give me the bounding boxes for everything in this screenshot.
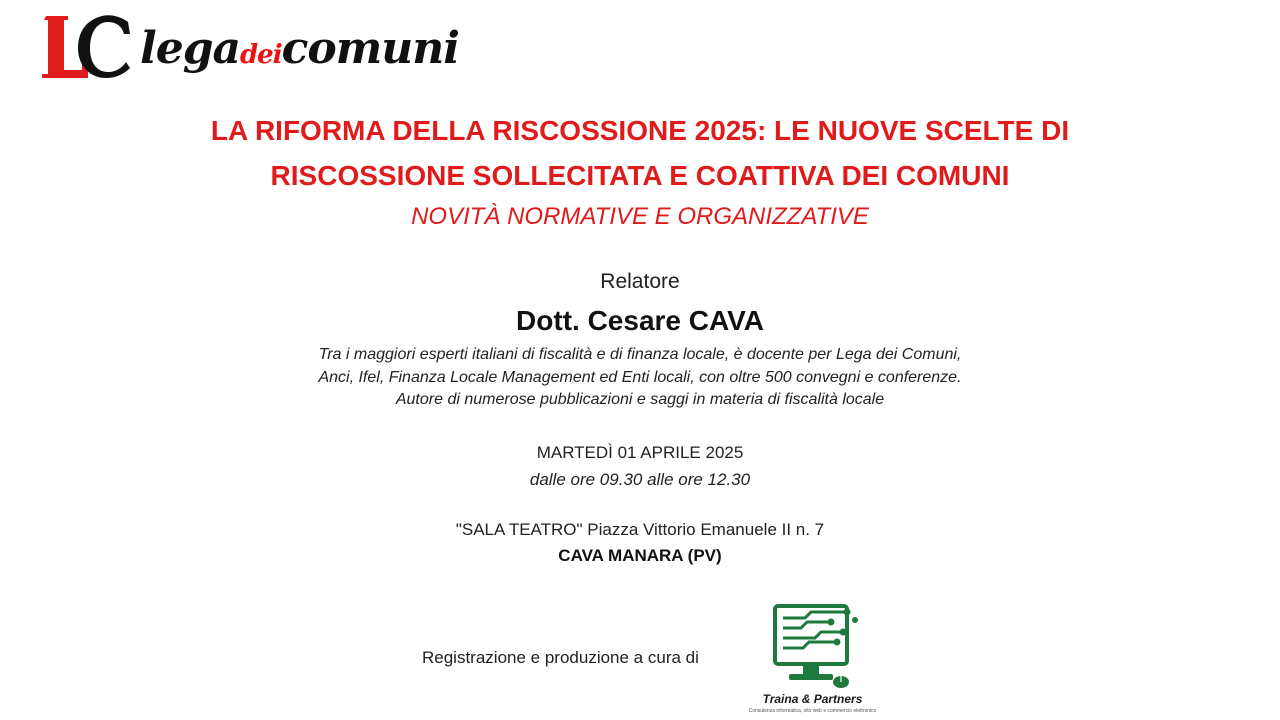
partner-name: Traina & Partners — [762, 692, 863, 706]
speaker-label: Relatore — [600, 270, 680, 293]
traina-partners-logo — [745, 600, 880, 718]
lc-logo-icon — [40, 12, 136, 82]
event-city: CAVA MANARA (PV) — [558, 546, 722, 565]
wordmark-comuni: comuni — [281, 23, 459, 74]
title-line-2: RISCOSSIONE SOLLECITATA E COATTIVA DEI COMUNI — [270, 160, 1010, 191]
event-hours: dalle ore 09.30 alle ore 12.30 — [529, 470, 751, 489]
wordmark-dei: dei — [239, 40, 282, 70]
speaker-bio-line-3: Autore di numerose pubblicazioni e saggi in materia di fiscalità locale — [395, 391, 885, 408]
subtitle: NOVITÀ NORMATIVE E ORGANIZZATIVE — [411, 203, 869, 230]
speaker-bio-line-2: Anci, Ifel, Finanza Locale Management ed Enti locali, con oltre 500 convegni e conferenze. — [318, 369, 962, 386]
computer-circuit-icon — [745, 600, 880, 692]
event-date: MARTEDÌ 01 APRILE 2025 — [536, 443, 744, 462]
production-credit: Registrazione e produzione a cura di — [422, 648, 699, 667]
speaker-name: Dott. Cesare CAVA — [516, 305, 764, 336]
title-line-1: LA RIFORMA DELLA RISCOSSIONE 2025: LE NUOVE SCELTE DI — [210, 115, 1070, 146]
logo-wordmark — [140, 24, 459, 80]
lega-dei-comuni-logo — [40, 12, 459, 84]
wordmark-lega: lega — [140, 23, 240, 74]
speaker-bio-line-1: Tra i maggiori esperti italiani di fiscalità e di finanza locale, è docente per Lega dei Comuni, — [318, 346, 962, 363]
event-venue: "SALA TEATRO" Piazza Vittorio Emanuele II n. 7 — [455, 520, 825, 539]
partner-tagline: Consulenza informatica, sito web e commercio elettronico — [748, 708, 877, 714]
